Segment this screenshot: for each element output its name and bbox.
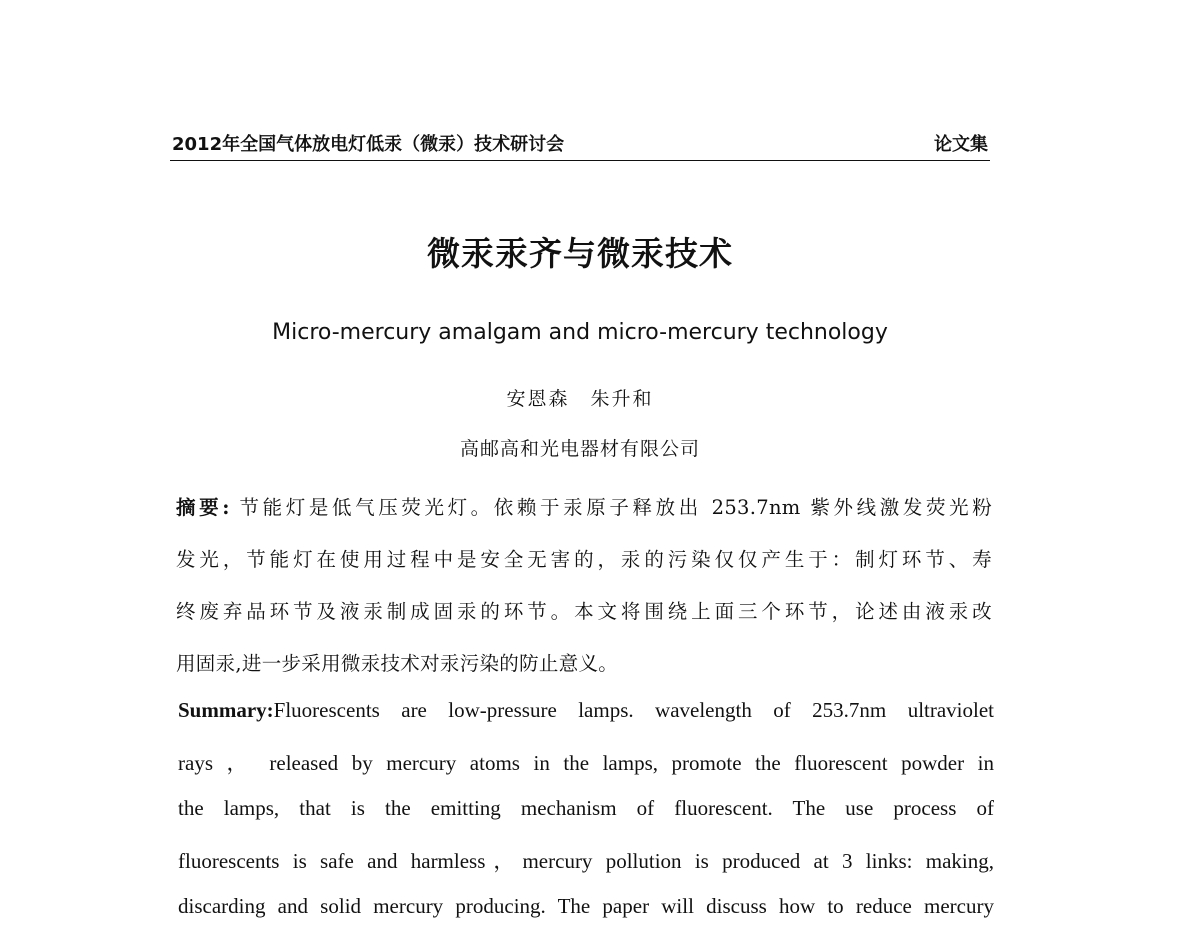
summary-label: Summary:: [178, 698, 274, 722]
paper-affiliation: 高邮高和光电器材有限公司: [459, 438, 700, 460]
abstract-text: 节能灯是低气压荧光灯。依赖于汞原子释放出 253.7nm 紫外线激发荧光粉: [239, 496, 992, 519]
abstract-line: [176, 492, 992, 544]
running-header-conference: 2012年全国气体放电灯低汞（微汞）技术研讨会: [172, 134, 565, 155]
abstract-line: 用固汞,进一步采用微汞技术对汞污染的防止意义。: [176, 652, 619, 675]
abstract-label: 摘要:: [176, 496, 230, 519]
summary-line: [178, 698, 994, 747]
abstract-chinese: [176, 492, 992, 700]
abstract-line: 终废弃品环节及液汞制成固汞的环节。本文将围绕上面三个环节，论述由液汞改: [176, 600, 992, 623]
summary-line: discarding and solid mercury producing. The paper will discuss how to reduce mercury: [178, 894, 994, 918]
paper-authors: 安恩森 朱升和: [506, 388, 654, 410]
summary-text: Fluorescents are low-pressure lamps. wavelength of 253.7nm ultraviolet: [273, 698, 994, 722]
paper-title: 微汞汞齐与微汞技术: [427, 234, 733, 273]
summary-line: the lamps, that is the emitting mechanism of fluorescent. The use process of: [178, 796, 994, 820]
header-divider: [170, 160, 990, 161]
running-header-proceedings: 论文集: [934, 134, 988, 155]
paper-subtitle-english: Micro-mercury amalgam and micro-mercury technology: [272, 320, 888, 345]
abstract-line: 发光，节能灯在使用过程中是安全无害的，汞的污染仅仅产生于：制灯环节、寿: [176, 548, 992, 571]
abstract-english: [178, 698, 994, 943]
summary-line: rays ， released by mercury atoms in the lamps, promote the fluorescent powder in: [178, 751, 994, 775]
summary-line: fluorescents is safe and harmless，mercury pollution is produced at 3 links: making,: [178, 849, 994, 873]
